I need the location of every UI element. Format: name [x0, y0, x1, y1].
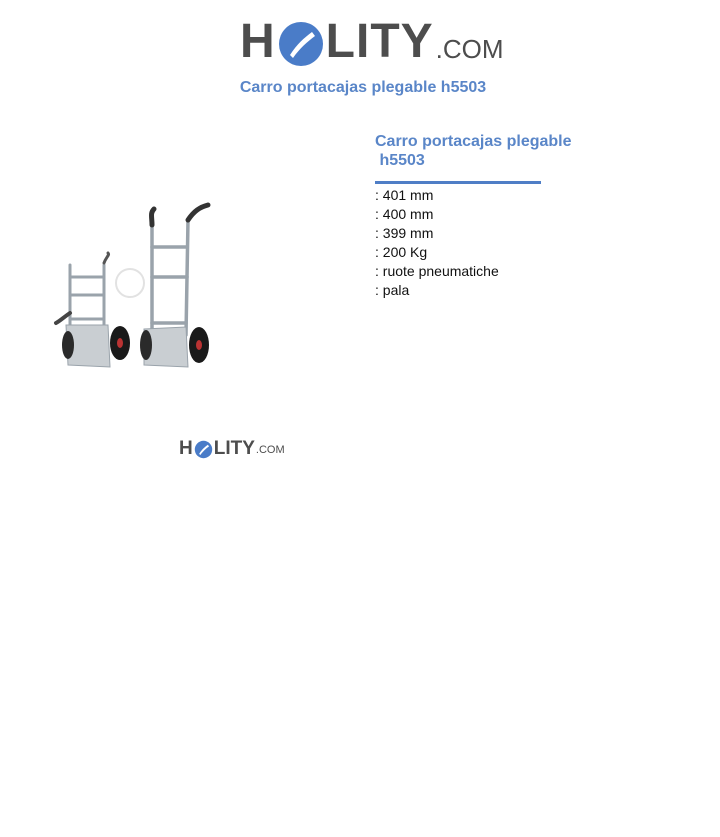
logo-letter-h: H: [240, 15, 276, 68]
spec-item: : pala: [375, 282, 410, 298]
logo-suffix: .COM: [435, 34, 504, 64]
logo-o-icon: [277, 20, 325, 68]
hand-truck-image: [48, 195, 218, 375]
spec-list: [375, 186, 499, 300]
holity-logo-small: [179, 436, 285, 458]
spec-item: : 200 Kg: [375, 244, 428, 260]
spec-item: : 399 mm: [375, 225, 434, 241]
logo-letters-lity: LITY: [325, 15, 434, 68]
product-title: Carro portacajas plegable h5503: [375, 133, 572, 169]
title-divider: [375, 181, 541, 184]
logo-small-suffix: .COM: [255, 444, 285, 456]
spec-item: : ruote pneumatiche: [375, 263, 499, 279]
logo-small-letter-h: H: [179, 438, 193, 459]
holity-logo: [240, 14, 504, 66]
spec-item: : 401 mm: [375, 187, 434, 203]
logo-small-o-icon: [194, 440, 213, 459]
spec-item: : 400 mm: [375, 206, 434, 222]
page-title: Carro portacajas plegable h5503: [239, 79, 487, 96]
logo-small-letters-lity: LITY: [213, 438, 255, 459]
